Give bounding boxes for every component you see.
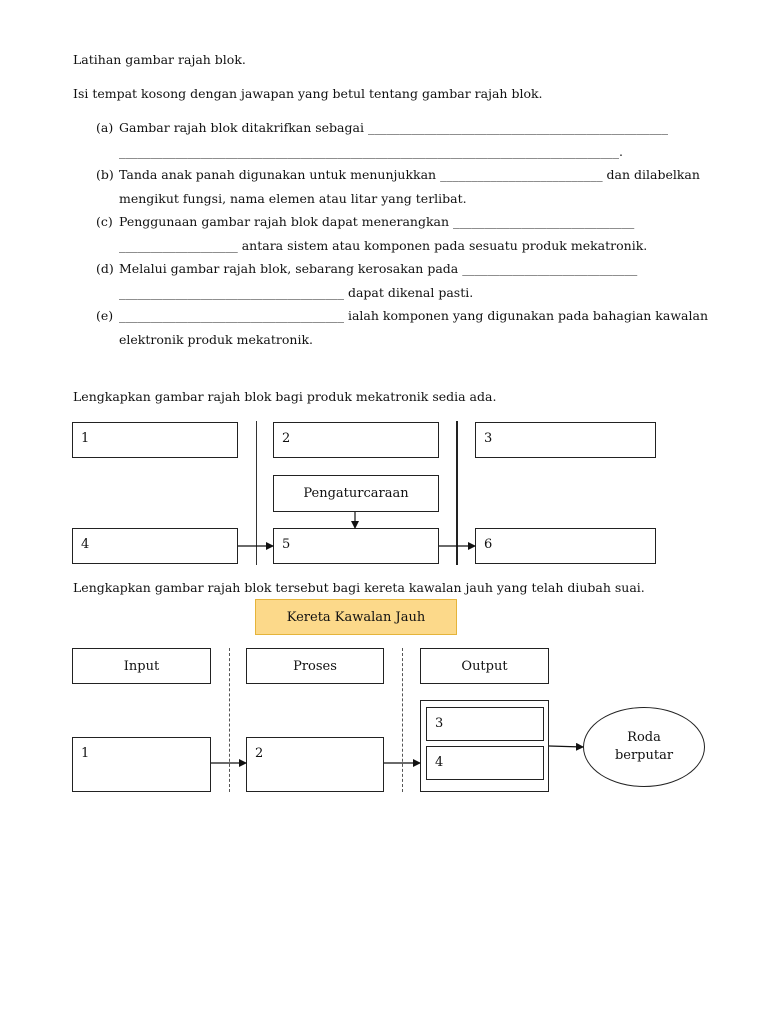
ellipse-line2: berputar [614,748,674,763]
header-output-label: Output [461,658,508,674]
program-box-label: Pengaturcaraan [303,486,409,501]
header-proses-label: Proses [293,658,337,674]
question-label: (a) [96,120,114,135]
box-number: 5 [282,537,291,552]
question-text: ____________________________________ ialah komponen yang digunakan pada bahagian kawalan [119,308,708,323]
question-text: ________________________________________________________________________________. [119,144,623,159]
question-label: (c) [96,214,113,229]
diagram2-heading: Lengkapkan gambar rajah blok tersebut bagi kereta kawalan jauh yang telah diubah suai. [73,580,645,595]
diagram1-heading: Lengkapkan gambar rajah blok bagi produk mekatronik sedia ada. [73,389,497,404]
question-text: Tanda anak panah digunakan untuk menunjukkan __________________________ dan dilabelkan [119,167,700,182]
question-text: elektronik produk mekatronik. [119,332,313,347]
box-number: 4 [435,755,444,770]
box-number: 2 [255,746,264,761]
box-number: 1 [81,431,90,446]
box-number: 6 [484,537,493,552]
instruction-text: Isi tempat kosong dengan jawapan yang betul tentang gambar rajah blok. [73,86,543,101]
question-label: (e) [96,308,114,323]
box-number: 3 [435,716,444,731]
question-text: mengikut fungsi, nama elemen atau litar yang terlibat. [119,191,467,206]
box-number: 4 [81,537,90,552]
page-title: Latihan gambar rajah blok. [73,52,246,67]
box-number: 3 [484,431,493,446]
question-text: ____________________________________ dapat dikenal pasti. [119,285,474,300]
box-number: 1 [81,746,90,761]
question-label: (d) [96,261,114,276]
question-text: Melalui gambar rajah blok, sebarang kerosakan pada ____________________________ [119,261,638,276]
title-box-label: Kereta Kawalan Jauh [286,609,426,625]
ellipse-line1: Roda [627,730,661,745]
question-label: (b) [96,167,114,182]
question-text: Penggunaan gambar rajah blok dapat menerangkan _____________________________ [119,214,635,229]
question-text: ___________________ antara sistem atau komponen pada sesuatu produk mekatronik. [119,238,648,253]
header-input-label: Input [123,658,160,674]
question-text: Gambar rajah blok ditakrifkan sebagai ________________________________________________ [119,120,668,135]
box-number: 2 [282,431,291,446]
arrow [549,746,583,747]
